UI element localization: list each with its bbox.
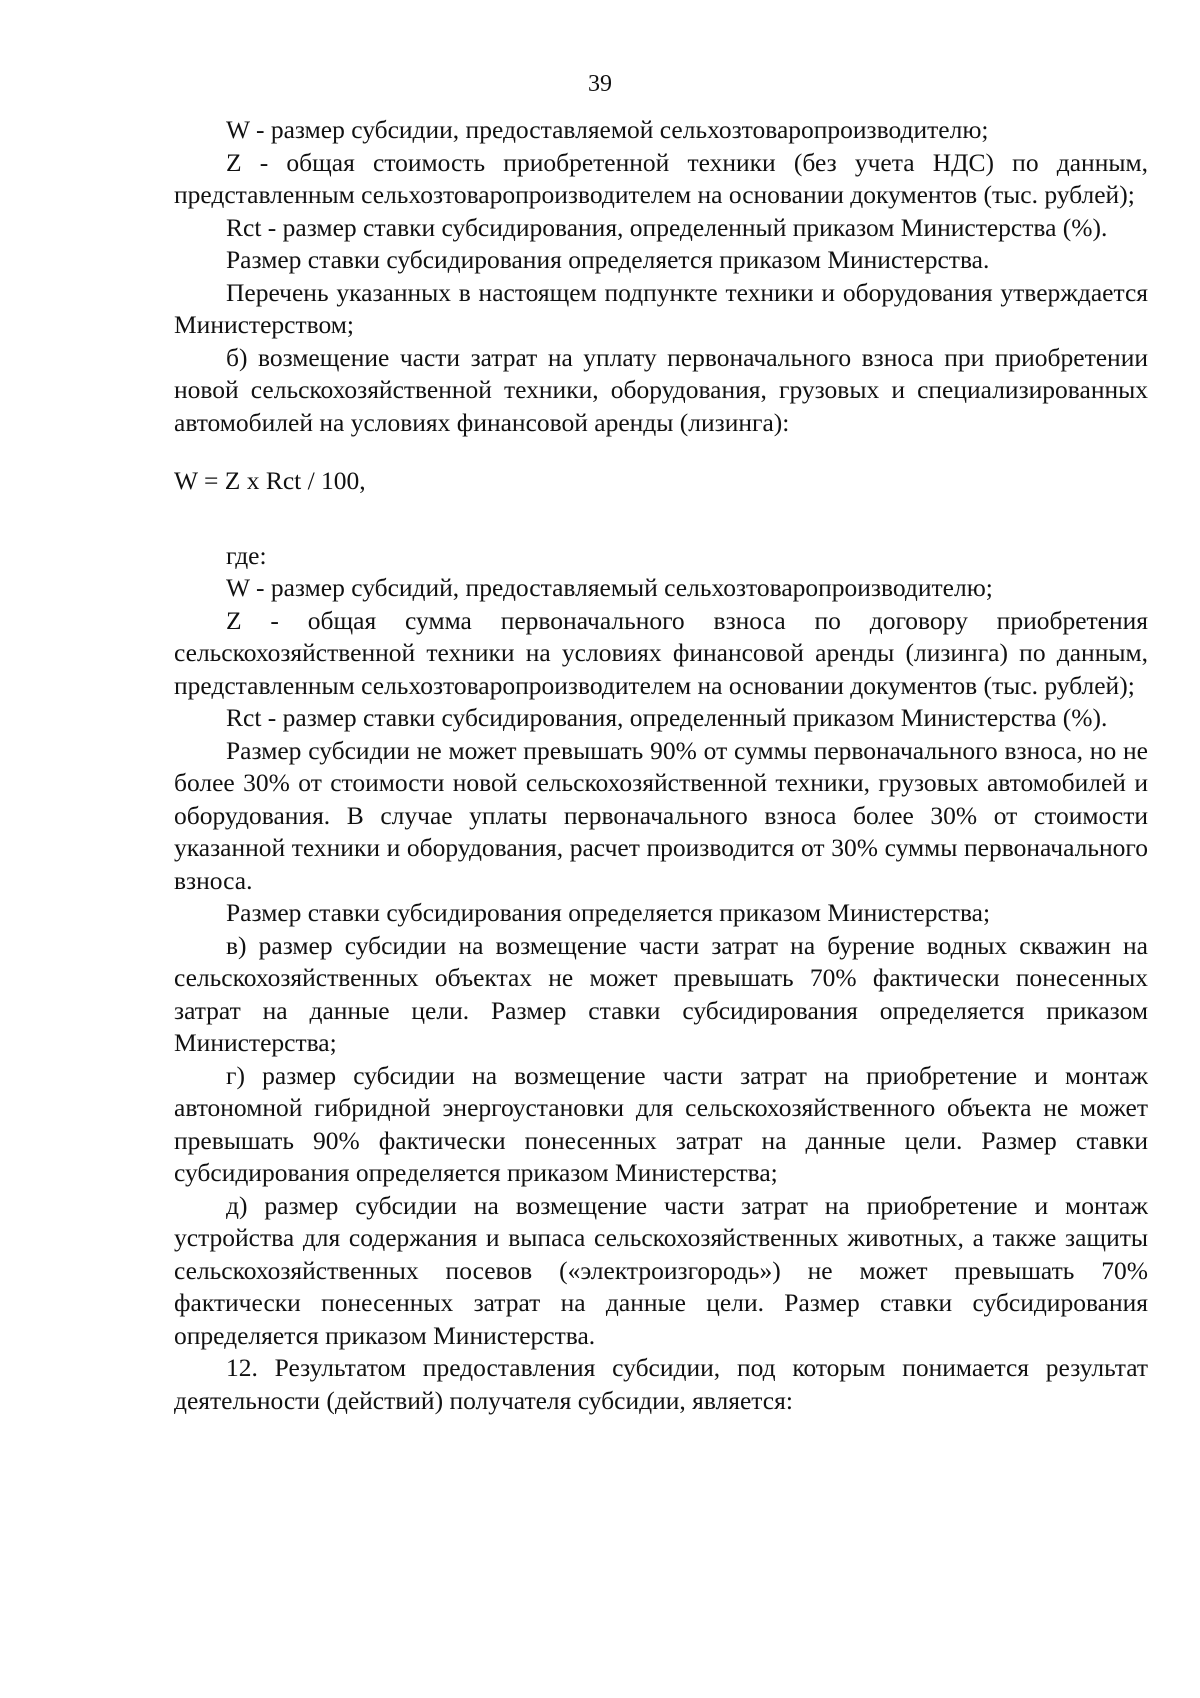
paragraph-item-d: д) размер субсидии на возмещение части затрат на приобретение и монтаж устройства для содержания и выпаса сельскохозяйственных животных, а также защиты сельскохозяйственных посевов («электроизгородь») не может превышать 70% фактически понесенных затрат на данные цели. Размер ставки субсидирования определяется приказом Министерства.	[174, 1190, 1148, 1350]
paragraph-w-definition-2: W - размер субсидий, предоставляемый сельхозтоваропроизводителю;	[226, 573, 993, 602]
paragraph-subsidy-limit: Размер субсидии не может превышать 90% от суммы первоначального взноса, но не более 30% от стоимости новой сельскохозяйственной техники, грузовых автомобилей и оборудования. В случае уплаты первоначального взноса более 30% от стоимости указанной техники и оборудования, расчет производится от 30% суммы первоначального взноса.	[174, 735, 1148, 895]
paragraph-z-definition-2: Z - общая сумма первоначального взноса по договору приобретения сельскохозяйственной техники на условиях финансовой аренды (лизинга) по данным, представленным сельхозтоваропроизводителем на основании документов (тыс. рублей);	[174, 605, 1148, 700]
paragraph-rate-ministry-2: Размер ставки субсидирования определяется приказом Министерства;	[226, 898, 991, 927]
paragraph-rct-definition-2: Rct - размер ставки субсидирования, определенный приказом Министерства (%).	[226, 703, 1108, 732]
paragraph-rate-ministry: Размер ставки субсидирования определяется приказом Министерства.	[226, 245, 990, 274]
paragraph-item-v: в) размер субсидии на возмещение части затрат на бурение водных скважин на сельскохозяйственных объектах не может превышать 70% фактически понесенных затрат на данные цели. Размер ставки субсидирования определяется приказом Министерства;	[174, 930, 1148, 1057]
page-number: 39	[588, 71, 612, 97]
paragraph-rct-definition: Rct - размер ставки субсидирования, определенный приказом Министерства (%).	[226, 212, 1108, 242]
document-body	[174, 114, 1148, 1417]
paragraph-w-definition: W - размер субсидии, предоставляемой сельхозтоваропроизводителю;	[226, 115, 989, 144]
paragraph-equipment-list: Перечень указанных в настоящем подпункте техники и оборудования утверждается Министерством;	[174, 277, 1148, 339]
paragraph-z-definition: Z - общая стоимость приобретенной техники (без учета НДС) по данным, представленным сельхозтоваропроизводителем на основании документов (тыс. рублей);	[174, 147, 1148, 209]
paragraph-item-g: г) размер субсидии на возмещение части затрат на приобретение и монтаж автономной гибридной энергоустановки для сельскохозяйственного объекта не может превышать 90% фактически понесенных затрат на данные цели. Размер ставки субсидирования определяется приказом Министерства;	[174, 1060, 1148, 1187]
paragraph-where: где:	[226, 540, 267, 570]
paragraph-item-b: б) возмещение части затрат на уплату первоначального взноса при приобретении новой сельскохозяйственной техники, оборудования, грузовых и специализированных автомобилей на условиях финансовой аренды (лизинга):	[174, 342, 1148, 437]
formula: W = Z x Rct / 100,	[174, 466, 366, 495]
paragraph-item-12: 12. Результатом предоставления субсидии, под которым понимается результат деятельности (действий) получателя субсидии, является:	[174, 1353, 1148, 1415]
